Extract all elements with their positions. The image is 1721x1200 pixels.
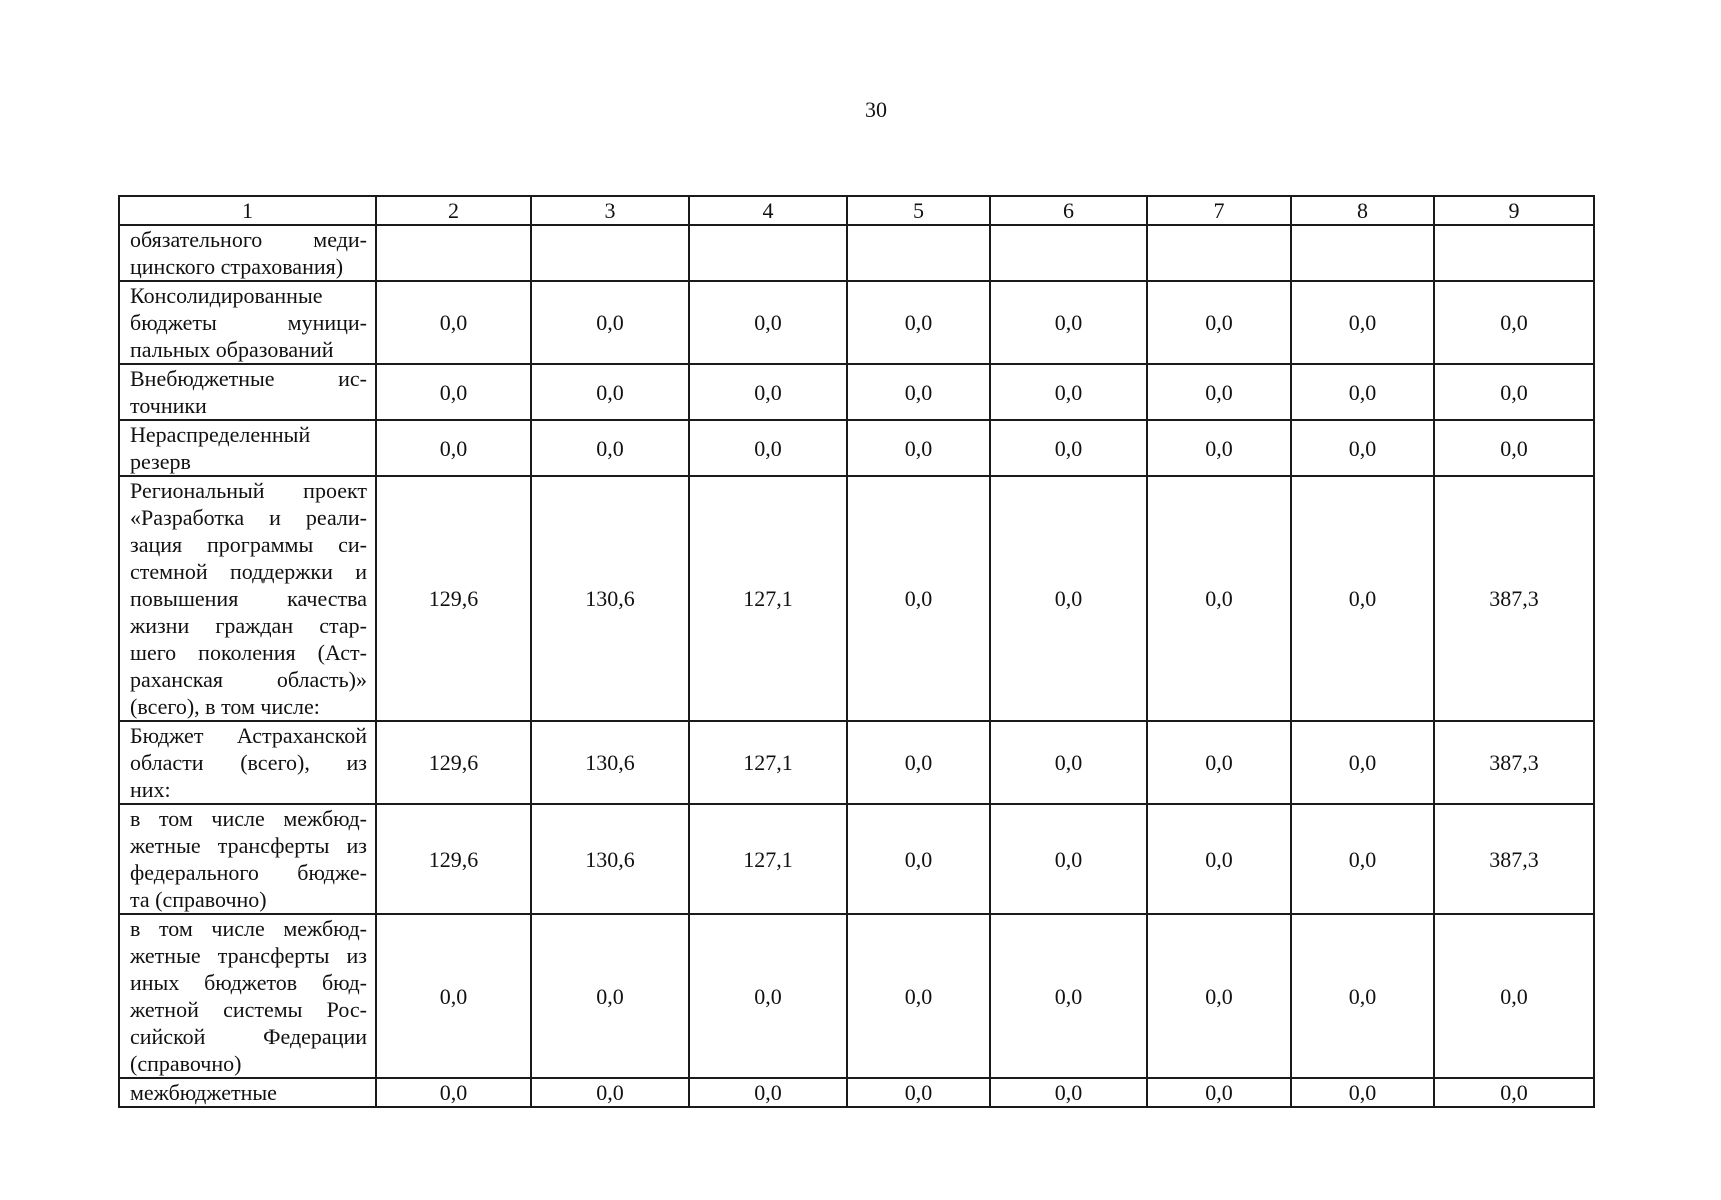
table-row (119, 281, 1594, 364)
value-cell-col-6: 0,0 (990, 364, 1147, 420)
row-label-line: обязательного меди- (130, 227, 367, 252)
row-label (119, 804, 376, 914)
value-cell-col-8: 0,0 (1291, 914, 1434, 1078)
value-cell-col-5: 0,0 (847, 804, 990, 914)
value-cell-col-2: 129,6 (376, 804, 531, 914)
column-header-5: 5 (847, 196, 990, 225)
value-cell-col-6: 0,0 (990, 420, 1147, 476)
value-cell-col-2: 0,0 (376, 364, 531, 420)
value-cell-col-8: 0,0 (1291, 476, 1434, 721)
value-cell-col-3: 0,0 (531, 914, 689, 1078)
row-label-line: Нераспределенный (130, 422, 311, 447)
value-cell-col-4: 0,0 (689, 420, 847, 476)
value-cell-col-8: 0,0 (1291, 721, 1434, 804)
value-cell-col-4: 0,0 (689, 914, 847, 1078)
table-row (119, 225, 1594, 281)
column-header-4: 4 (689, 196, 847, 225)
value-cell-col-2: 0,0 (376, 1078, 531, 1107)
column-header-8: 8 (1291, 196, 1434, 225)
row-label-line: области (всего), из (130, 750, 367, 775)
row-label-line: иных бюджетов бюд- (130, 970, 367, 995)
value-cell-col-9: 0,0 (1434, 420, 1594, 476)
row-label-line: пальных образований (130, 337, 334, 362)
page-number: 30 (865, 97, 887, 122)
value-cell-col-2: 0,0 (376, 281, 531, 364)
value-cell-col-5: 0,0 (847, 281, 990, 364)
value-cell-col-3: 130,6 (531, 721, 689, 804)
value-cell-col-9: 0,0 (1434, 281, 1594, 364)
value-cell-col-8: 0,0 (1291, 1078, 1434, 1107)
table-row (119, 364, 1594, 420)
value-cell-col-5 (847, 225, 990, 281)
column-header-3: 3 (531, 196, 689, 225)
row-label-line: жетные трансферты из (130, 833, 367, 858)
value-cell-col-9: 0,0 (1434, 914, 1594, 1078)
row-label-line: в том числе межбюд- (130, 806, 367, 831)
row-label-line: та (справочно) (130, 887, 267, 912)
column-header-2: 2 (376, 196, 531, 225)
value-cell-col-6: 0,0 (990, 281, 1147, 364)
row-label-line: резерв (130, 449, 191, 474)
value-cell-col-9: 0,0 (1434, 1078, 1594, 1107)
value-cell-col-5: 0,0 (847, 1078, 990, 1107)
table-row (119, 1078, 1594, 1107)
value-cell-col-7: 0,0 (1147, 804, 1291, 914)
value-cell-col-8: 0,0 (1291, 364, 1434, 420)
value-cell-col-3: 0,0 (531, 1078, 689, 1107)
row-label-line: межбюджетные (130, 1080, 277, 1105)
column-header-6: 6 (990, 196, 1147, 225)
value-cell-col-6 (990, 225, 1147, 281)
value-cell-col-7: 0,0 (1147, 281, 1291, 364)
value-cell-col-9: 387,3 (1434, 721, 1594, 804)
value-cell-col-8: 0,0 (1291, 281, 1434, 364)
row-label-line: них: (130, 777, 171, 802)
row-label-line: жизни граждан стар- (130, 613, 367, 638)
row-label-line: повышения качества (130, 586, 367, 611)
column-header-7: 7 (1147, 196, 1291, 225)
value-cell-col-3: 130,6 (531, 804, 689, 914)
column-header-9: 9 (1434, 196, 1594, 225)
table-row (119, 420, 1594, 476)
value-cell-col-2 (376, 225, 531, 281)
row-label-line: Внебюджетные ис- (130, 366, 367, 391)
row-label (119, 914, 376, 1078)
value-cell-col-8 (1291, 225, 1434, 281)
row-label-line: стемной поддержки и (130, 559, 367, 584)
value-cell-col-4: 127,1 (689, 476, 847, 721)
value-cell-col-3 (531, 225, 689, 281)
row-label-line: раханская область)» (130, 667, 367, 692)
row-label-line: сийской Федерации (130, 1024, 367, 1049)
row-label (119, 476, 376, 721)
value-cell-col-7: 0,0 (1147, 476, 1291, 721)
value-cell-col-9: 387,3 (1434, 804, 1594, 914)
table-row (119, 721, 1594, 804)
value-cell-col-4: 127,1 (689, 804, 847, 914)
value-cell-col-4: 0,0 (689, 1078, 847, 1107)
row-label (119, 420, 376, 476)
row-label (119, 721, 376, 804)
column-header-1: 1 (119, 196, 376, 225)
row-label-line: шего поколения (Аст- (130, 640, 367, 665)
row-label-line: (всего), в том числе: (130, 694, 320, 719)
value-cell-col-4 (689, 225, 847, 281)
budget-table (118, 195, 1595, 1108)
table-row (119, 914, 1594, 1078)
value-cell-col-8: 0,0 (1291, 804, 1434, 914)
value-cell-col-7: 0,0 (1147, 420, 1291, 476)
value-cell-col-6: 0,0 (990, 914, 1147, 1078)
table-header (119, 196, 1594, 225)
header-row (119, 196, 1594, 225)
value-cell-col-3: 0,0 (531, 364, 689, 420)
row-label-line: федерального бюдже- (130, 860, 367, 885)
row-label-line: «Разработка и реали- (130, 505, 367, 530)
row-label (119, 1078, 376, 1107)
value-cell-col-3: 0,0 (531, 420, 689, 476)
value-cell-col-4: 0,0 (689, 364, 847, 420)
value-cell-col-6: 0,0 (990, 721, 1147, 804)
value-cell-col-2: 0,0 (376, 914, 531, 1078)
value-cell-col-7 (1147, 225, 1291, 281)
value-cell-col-2: 0,0 (376, 420, 531, 476)
value-cell-col-6: 0,0 (990, 804, 1147, 914)
value-cell-col-9 (1434, 225, 1594, 281)
value-cell-col-8: 0,0 (1291, 420, 1434, 476)
row-label-line: (справочно) (130, 1051, 242, 1076)
value-cell-col-9: 0,0 (1434, 364, 1594, 420)
value-cell-col-5: 0,0 (847, 721, 990, 804)
value-cell-col-4: 127,1 (689, 721, 847, 804)
value-cell-col-7: 0,0 (1147, 721, 1291, 804)
row-label-line: Региональный проект (130, 478, 367, 503)
value-cell-col-3: 0,0 (531, 281, 689, 364)
value-cell-col-2: 129,6 (376, 721, 531, 804)
value-cell-col-5: 0,0 (847, 914, 990, 1078)
row-label-line: Бюджет Астраханской (130, 723, 367, 748)
row-label (119, 364, 376, 420)
row-label-line: зация программы си- (130, 532, 367, 557)
table-row (119, 476, 1594, 721)
row-label-line: в том числе межбюд- (130, 916, 367, 941)
value-cell-col-3: 130,6 (531, 476, 689, 721)
value-cell-col-7: 0,0 (1147, 914, 1291, 1078)
value-cell-col-7: 0,0 (1147, 1078, 1291, 1107)
value-cell-col-2: 129,6 (376, 476, 531, 721)
row-label-line: жетные трансферты из (130, 943, 367, 968)
row-label-line: жетной системы Рос- (130, 997, 367, 1022)
row-label (119, 225, 376, 281)
row-label-line: бюджеты муници- (130, 310, 367, 335)
value-cell-col-5: 0,0 (847, 364, 990, 420)
row-label-line: точники (130, 393, 207, 418)
value-cell-col-5: 0,0 (847, 420, 990, 476)
value-cell-col-7: 0,0 (1147, 364, 1291, 420)
value-cell-col-9: 387,3 (1434, 476, 1594, 721)
table-row (119, 804, 1594, 914)
value-cell-col-5: 0,0 (847, 476, 990, 721)
row-label (119, 281, 376, 364)
value-cell-col-4: 0,0 (689, 281, 847, 364)
value-cell-col-6: 0,0 (990, 476, 1147, 721)
table-body (119, 225, 1594, 1107)
row-label-line: Консолидированные (130, 283, 323, 308)
row-label-line: цинского страхования) (130, 254, 344, 279)
value-cell-col-6: 0,0 (990, 1078, 1147, 1107)
